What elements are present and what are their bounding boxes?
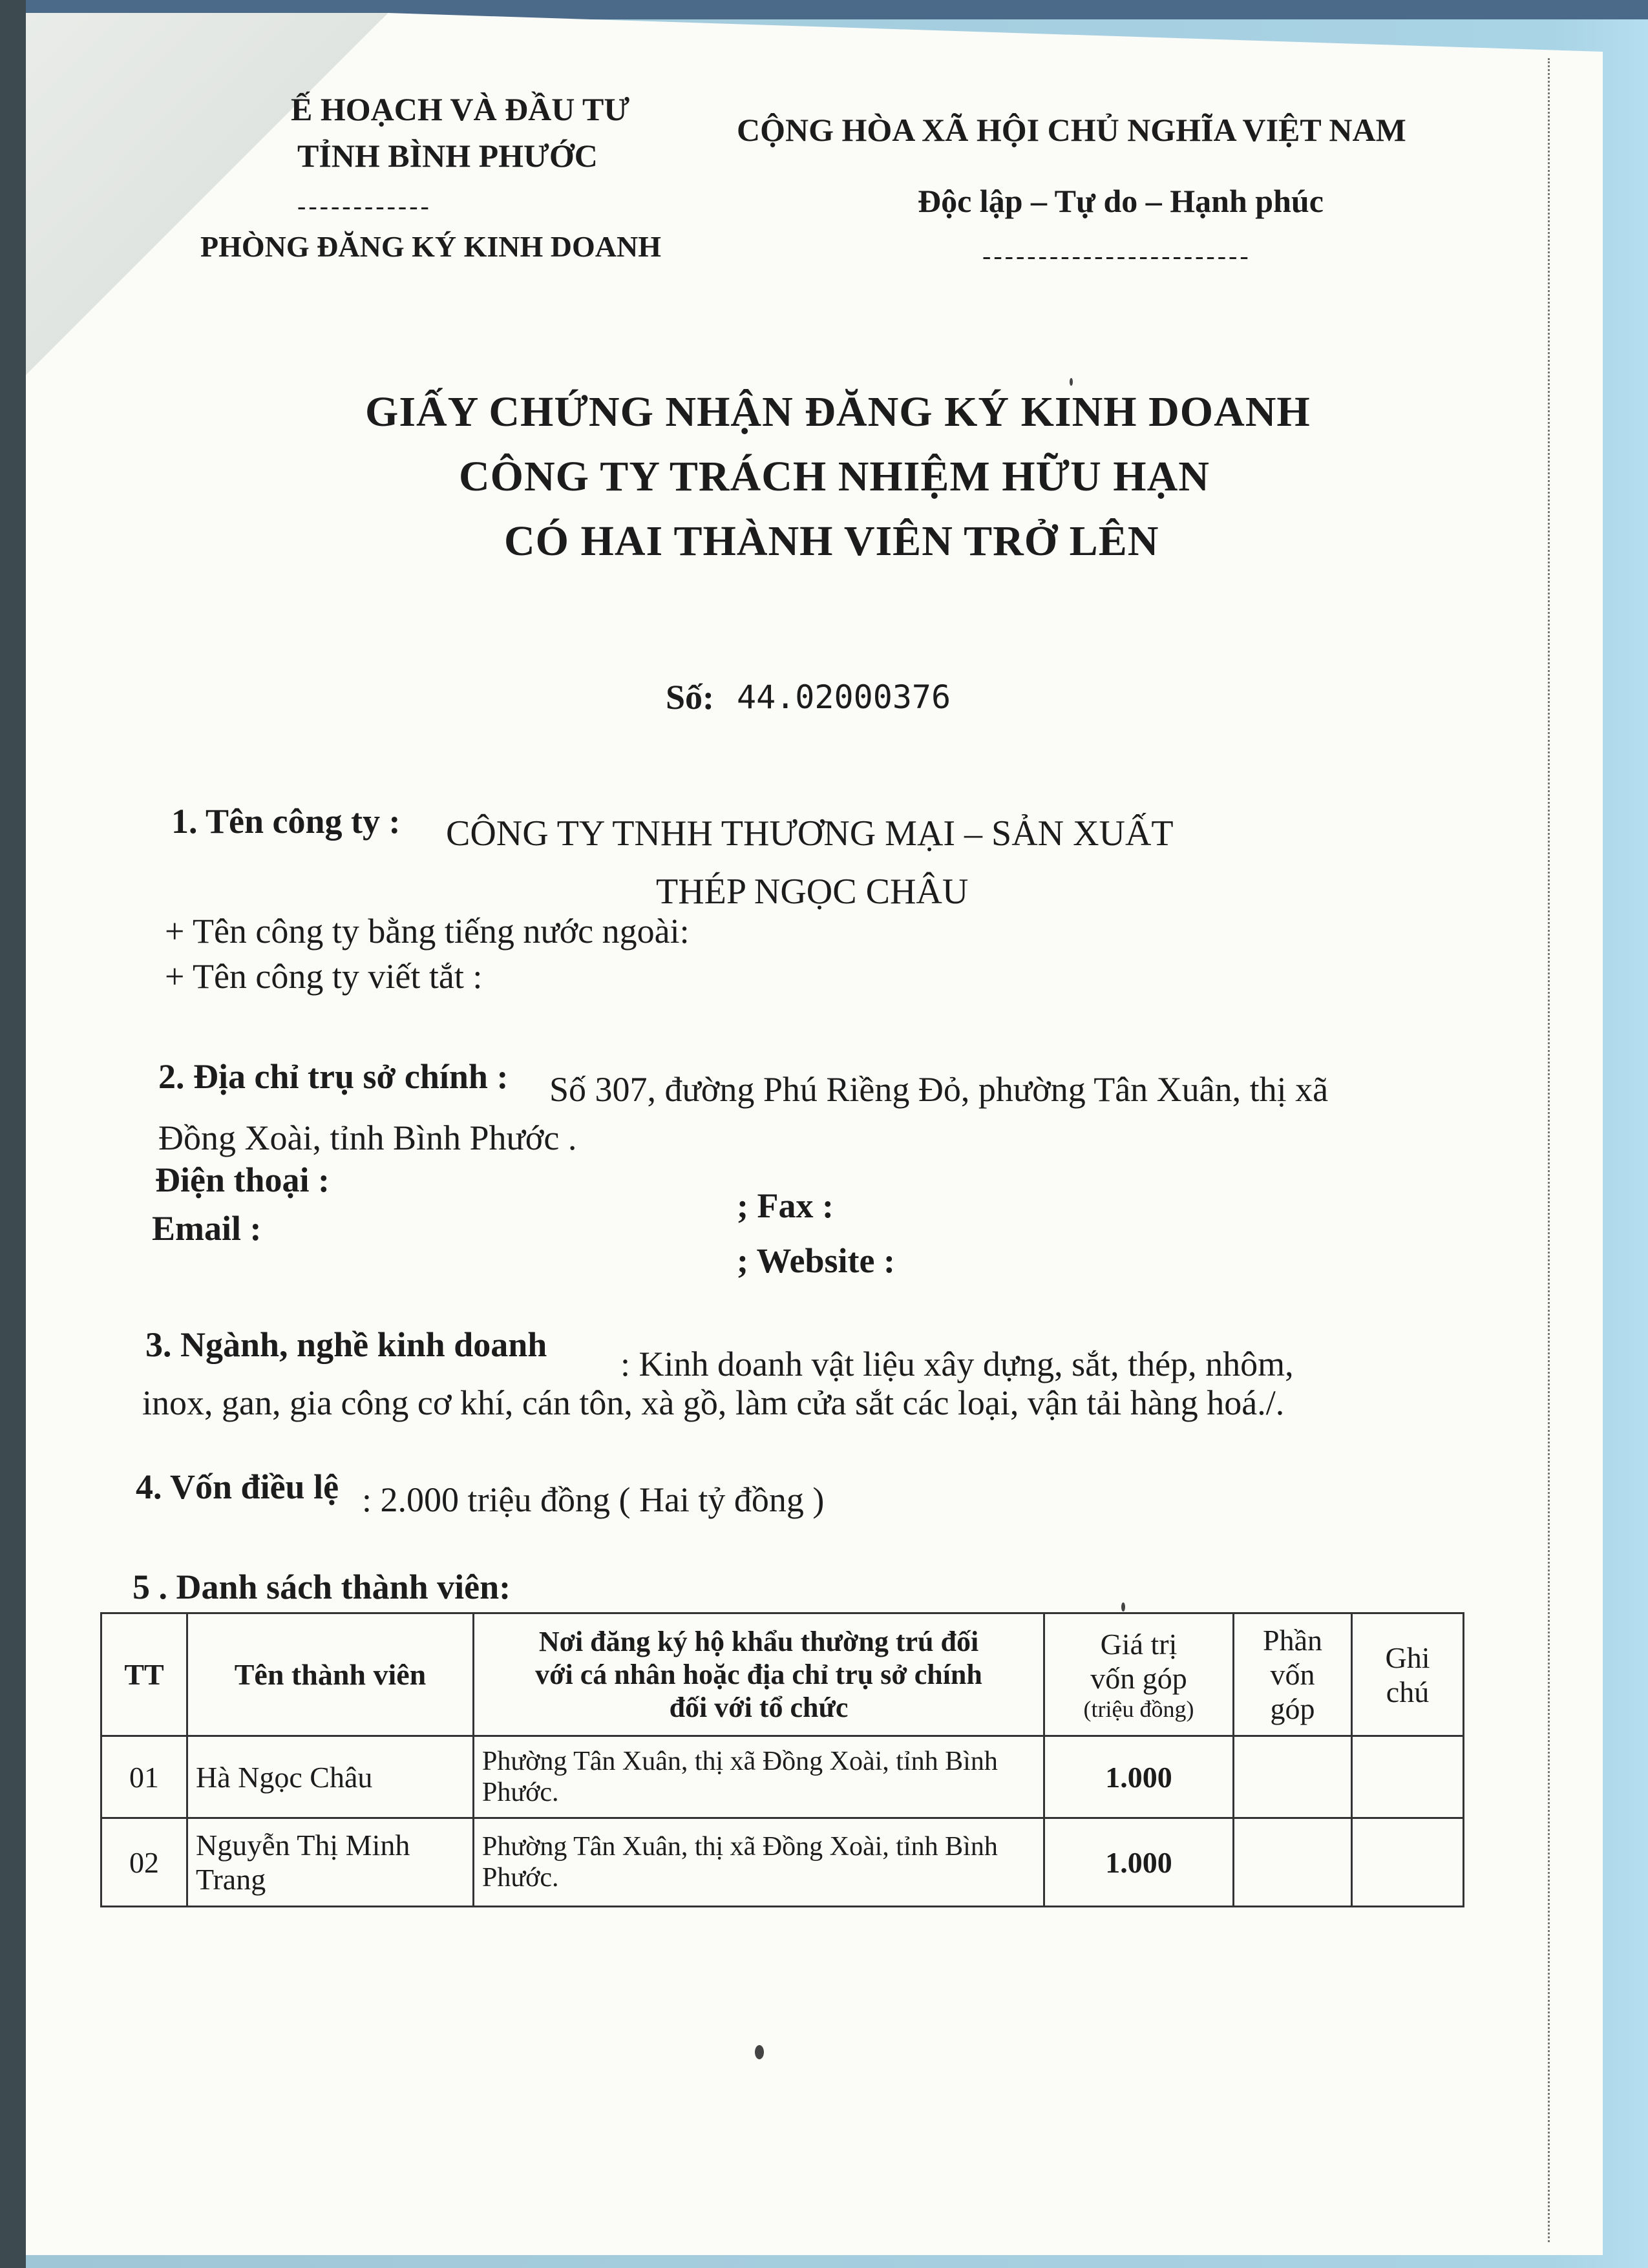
charter-capital-text: : 2.000 triệu đồng ( Hai tỷ đồng ) (362, 1480, 825, 1519)
section4-label: 4. Vốn điều lệ (136, 1467, 339, 1506)
header-share-line1: Phần (1263, 1624, 1322, 1657)
header-note-line1: Ghi (1385, 1641, 1430, 1674)
document-title-line3: CÓ HAI THÀNH VIÊN TRỞ LÊN (504, 518, 1159, 565)
row-capital-share (1234, 1818, 1352, 1907)
header-tt: TT (101, 1613, 187, 1736)
section3-label: 3. Ngành, nghề kinh doanh (145, 1325, 547, 1364)
row-note (1352, 1736, 1464, 1818)
row-tt: 02 (101, 1818, 187, 1907)
header-left-divider: ------------ (297, 191, 432, 220)
short-name-label: + Tên công ty viết tắt : (165, 957, 483, 996)
scan-speck (1121, 1602, 1125, 1612)
row-capital-share (1234, 1736, 1352, 1818)
row-capital-value: 1.000 (1044, 1736, 1234, 1818)
row-capital-value: 1.000 (1044, 1818, 1234, 1907)
header-value-line2: vốn góp (1090, 1661, 1187, 1695)
header-note (1352, 1613, 1464, 1736)
fax-label: ; Fax : (737, 1186, 834, 1225)
row-tt: 01 (101, 1736, 187, 1818)
registration-number: 44.02000376 (737, 678, 951, 716)
members-table (100, 1612, 1464, 1907)
header-value-unit: (triệu đồng) (1083, 1696, 1194, 1722)
office-name: PHÒNG ĐĂNG KÝ KINH DOANH (200, 230, 661, 263)
document-title-line1: GIẤY CHỨNG NHẬN ĐĂNG KÝ KINH DOANH (365, 388, 1311, 436)
header-capital-value (1044, 1613, 1234, 1736)
header-right-divider: ------------------------ (982, 241, 1251, 270)
row-note (1352, 1818, 1464, 1907)
phone-label: Điện thoại : (155, 1160, 330, 1199)
row-address: Phường Tân Xuân, thị xã Đồng Xoài, tỉnh Bình Phước. (474, 1736, 1044, 1818)
province-name: TỈNH BÌNH PHƯỚC (297, 138, 598, 174)
business-lines-line2: inox, gan, gia công cơ khí, cán tôn, xà gồ, làm cửa sắt các loại, vận tải hàng hoá./. (142, 1383, 1285, 1422)
row-member-name: Nguyễn Thị Minh Trang (187, 1818, 474, 1907)
header-share-line3: góp (1270, 1692, 1315, 1725)
section2-label: 2. Địa chỉ trụ sở chính : (158, 1057, 509, 1096)
national-motto: Độc lập – Tự do – Hạnh phúc (918, 183, 1324, 219)
header-address (474, 1613, 1044, 1736)
address-line2: Đồng Xoài, tỉnh Bình Phước . (158, 1118, 577, 1157)
header-note-line2: chú (1386, 1675, 1430, 1708)
scan-speck (755, 2045, 764, 2059)
row-member-name: Hà Ngọc Châu (187, 1736, 474, 1818)
document-title-line2: CÔNG TY TRÁCH NHIỆM HỮU HẠN (459, 453, 1210, 500)
address-line1: Số 307, đường Phú Riềng Đỏ, phường Tân Xuân, thị xã (549, 1070, 1329, 1109)
scanner-left-edge (0, 0, 26, 2268)
header-address-line3: đối với tổ chức (669, 1692, 849, 1723)
website-label: ; Website : (737, 1241, 895, 1280)
scan-speck (1070, 378, 1073, 386)
header-address-line2: với cá nhân hoặc địa chỉ trụ sở chính (535, 1659, 982, 1690)
business-lines-line1: : Kinh doanh vật liệu xây dựng, sắt, thép, nhôm, (620, 1345, 1294, 1383)
header-address-line1: Nơi đăng ký hộ khẩu thường trú đối (538, 1626, 979, 1657)
members-table-header (101, 1613, 1464, 1736)
header-value-line1: Giá trị (1100, 1627, 1178, 1661)
page-edge-line (1548, 58, 1554, 2242)
company-name-line2: THÉP NGỌC CHÂU (656, 872, 969, 912)
table-row (101, 1818, 1464, 1907)
section5-label: 5 . Danh sách thành viên: (132, 1568, 511, 1606)
country-name: CỘNG HÒA XÃ HỘI CHỦ NGHĨA VIỆT NAM (737, 112, 1406, 148)
section1-label: 1. Tên công ty : (171, 802, 401, 841)
header-share-line2: vốn (1270, 1658, 1315, 1691)
table-row (101, 1736, 1464, 1818)
row-address: Phường Tân Xuân, thị xã Đồng Xoài, tỉnh Bình Phước. (474, 1818, 1044, 1907)
foreign-name-label: + Tên công ty bằng tiếng nước ngoài: (165, 912, 690, 950)
header-capital-share (1234, 1613, 1352, 1736)
registration-number-label: Số: (666, 678, 715, 717)
header-member-name: Tên thành viên (187, 1613, 474, 1736)
ministry-name: Ế HOẠCH VÀ ĐẦU TƯ (291, 91, 630, 127)
company-name-line1: CÔNG TY TNHH THƯƠNG MẠI – SẢN XUẤT (446, 814, 1174, 854)
email-label: Email : (152, 1209, 262, 1248)
